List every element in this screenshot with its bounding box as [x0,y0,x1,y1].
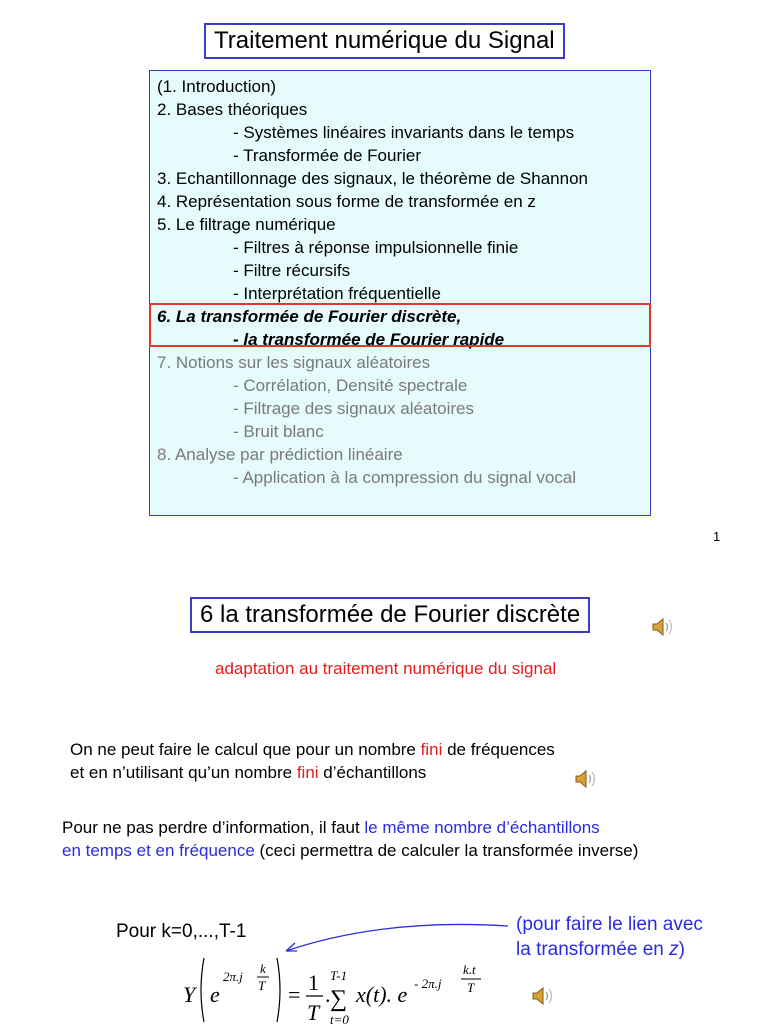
highlight-same-samples: le même nombre d’échantillons [364,818,600,837]
svg-text:T: T [467,980,475,995]
highlight-fini: fini [296,763,319,782]
speaker-icon[interactable] [530,985,556,1007]
page-number: 1 [713,529,721,544]
toc-subitem-current: - la transformée de Fourier rapide [233,330,505,349]
toc-item: 5. Le filtrage numérique [157,215,336,234]
z-transform-note: (pour faire le lien avec la transformée en z) [516,914,703,960]
svg-text:=: = [288,982,301,1007]
svg-text:∑: ∑ [330,986,348,1012]
toc-subitem: - Interprétation fréquentielle [233,284,441,303]
toc-subitem: - Bruit blanc [233,422,324,441]
dft-formula [180,950,500,1024]
toc-item: 8. Analyse par prédiction linéaire [157,445,403,464]
svg-text:T-1: T-1 [330,968,348,983]
current-section-highlight [149,303,651,347]
svg-text:k.t: k.t [463,962,476,977]
speaker-icon[interactable] [650,616,676,638]
toc-subitem: - Systèmes linéaires invariants dans le temps [233,123,575,142]
paragraph-finite: On ne peut faire le calcul que pour un nombre fini de fréquences et en n’utilisant qu’un nombre fini d’échantillons [70,740,555,782]
toc-subitem: - Filtre récursifs [233,261,351,280]
slide2-title: 6 la transformée de Fourier discrète [190,597,590,633]
highlight-time-frequency: en temps et en fréquence [62,841,255,860]
svg-text:2π.j: 2π.j [223,969,243,984]
svg-text:1: 1 [308,970,319,995]
svg-text:T: T [307,1000,320,1024]
toc-subitem: - Application à la compression du signal vocal [233,468,577,487]
svg-text:Y: Y [183,982,196,1007]
toc-subitem: - Corrélation, Densité spectrale [233,376,468,395]
paragraph-samples: Pour ne pas perdre d’information, il faut le même nombre d’échantillons en temps et en fréquence (ceci permettra de calculer la transformée inverse) [62,818,639,860]
toc-subitem: - Filtrage des signaux aléatoires [233,399,474,418]
highlight-fini: fini [420,740,443,759]
svg-text:t=0: t=0 [330,1012,349,1024]
svg-text:e: e [210,982,220,1007]
slide1-title: Traitement numérique du Signal [204,23,565,59]
toc-item-current: 6. La transformée de Fourier discrète, [157,307,462,326]
toc-item: 7. Notions sur les signaux aléatoires [157,353,431,372]
toc-subitem: - Transformée de Fourier [233,146,422,165]
slide2-subtitle: adaptation au traitement numérique du signal [215,659,557,678]
toc-item: 2. Bases théoriques [157,100,308,119]
svg-text:x(t). e: x(t). e [356,982,408,1007]
toc-subitem: - Filtres à réponse impulsionnelle finie [233,238,519,257]
toc-item: 4. Représentation sous forme de transformée en z [157,192,536,211]
toc-item: 3. Echantillonnage des signaux, le théorème de Shannon [157,169,588,188]
svg-text:k: k [260,961,266,976]
toc-item: (1. Introduction) [157,77,277,96]
speaker-icon[interactable] [573,768,599,790]
svg-text:.: . [325,982,331,1007]
svg-text:- 2π.j: - 2π.j [414,976,442,991]
index-range: Pour k=0,...,T-1 [116,921,247,942]
svg-text:T: T [258,978,266,993]
